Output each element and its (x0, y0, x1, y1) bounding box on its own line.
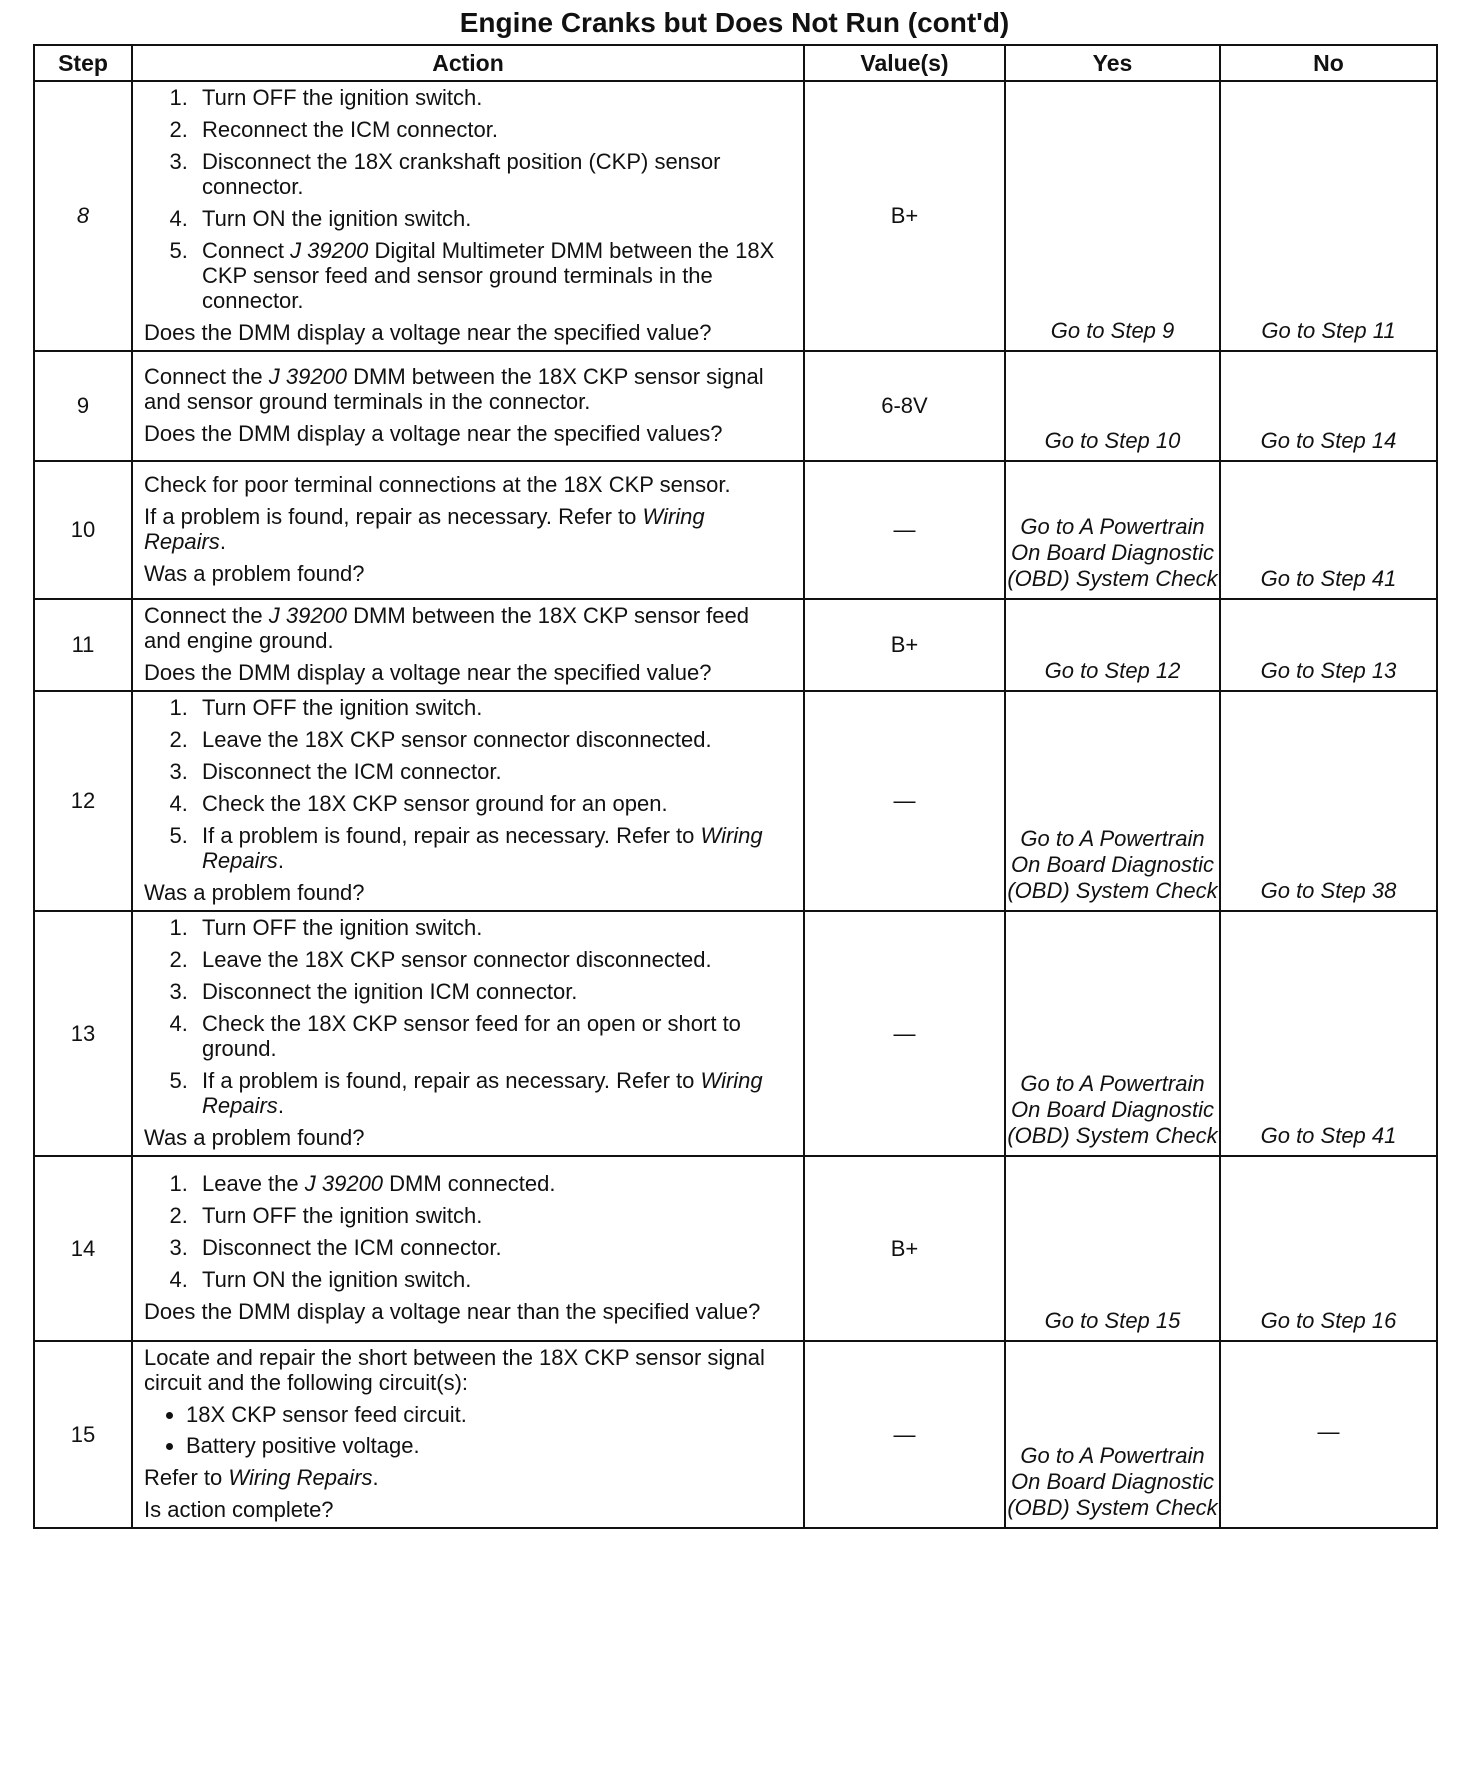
action-step: 5. If a problem is found, repair as necessary. Refer to Wiring Repairs. (194, 1068, 791, 1118)
action-step: 2. Reconnect the ICM connector. (194, 117, 791, 142)
action-step: 1. Turn OFF the ignition switch. (194, 915, 791, 940)
value-cell: — (804, 461, 1005, 599)
action-steps (144, 1171, 791, 1292)
table-row (34, 691, 1437, 911)
action-question: Does the DMM display a voltage near the specified values? (144, 421, 723, 446)
value-cell: — (804, 691, 1005, 911)
table-row (34, 1156, 1437, 1341)
table-row (34, 911, 1437, 1156)
action-step: 3. Disconnect the 18X crankshaft position (CKP) sensor connector. (194, 149, 791, 199)
value-cell: B+ (804, 81, 1005, 351)
value-cell: — (804, 1341, 1005, 1528)
step-number: 13 (34, 911, 132, 1156)
value-cell: B+ (804, 1156, 1005, 1341)
action-cell (132, 351, 804, 461)
action-question: Does the DMM display a voltage near than the specified value? (144, 1299, 761, 1324)
action-cell (132, 599, 804, 691)
yes-cell: Go to A Powertrain On Board Diagnostic (OBD) System Check (1005, 461, 1220, 599)
yes-cell: Go to A Powertrain On Board Diagnostic (OBD) System Check (1005, 1341, 1220, 1528)
action-question: Does the DMM display a voltage near the specified value? (144, 660, 712, 685)
yes-header: Yes (1005, 45, 1220, 81)
action-steps (144, 695, 791, 873)
value-cell: 6-8V (804, 351, 1005, 461)
yes-cell: Go to A Powertrain On Board Diagnostic (OBD) System Check (1005, 691, 1220, 911)
no-cell: Go to Step 41 (1220, 461, 1437, 599)
no-cell: Go to Step 11 (1220, 81, 1437, 351)
no-cell: Go to Step 13 (1220, 599, 1437, 691)
yes-cell: Go to Step 10 (1005, 351, 1220, 461)
step-number: 15 (34, 1341, 132, 1528)
action-step: 4. Turn ON the ignition switch. (194, 1267, 791, 1292)
action-step: 1. Turn OFF the ignition switch. (194, 85, 791, 110)
no-cell: Go to Step 41 (1220, 911, 1437, 1156)
yes-cell: Go to Step 9 (1005, 81, 1220, 351)
action-question: Does the DMM display a voltage near the specified value? (144, 320, 712, 345)
table-row (34, 461, 1437, 599)
action-bullet: • Battery positive voltage. (186, 1433, 791, 1458)
step-number: 8 (34, 81, 132, 351)
header-row (34, 45, 1437, 81)
step-number: 12 (34, 691, 132, 911)
action-cell (132, 691, 804, 911)
action-note: Refer to Wiring Repairs. (144, 1465, 379, 1490)
values-header: Value(s) (804, 45, 1005, 81)
step-number: 14 (34, 1156, 132, 1341)
action-cell (132, 1341, 804, 1528)
no-header: No (1220, 45, 1437, 81)
action-step: 4. Check the 18X CKP sensor ground for an open. (194, 791, 791, 816)
table-row (34, 599, 1437, 691)
yes-cell: Go to A Powertrain On Board Diagnostic (OBD) System Check (1005, 911, 1220, 1156)
no-cell: Go to Step 38 (1220, 691, 1437, 911)
action-header: Action (132, 45, 804, 81)
action-cell (132, 911, 804, 1156)
action-step: 1. Leave the J 39200 DMM connected. (194, 1171, 791, 1196)
table-row (34, 81, 1437, 351)
action-steps (144, 85, 791, 313)
page-title: Engine Cranks but Does Not Run (cont'd) (459, 7, 1010, 38)
step-number: 9 (34, 351, 132, 461)
table-row (34, 1341, 1437, 1528)
action-step: 4. Turn ON the ignition switch. (194, 206, 791, 231)
action-step: 2. Turn OFF the ignition switch. (194, 1203, 791, 1228)
action-step: 2. Leave the 18X CKP sensor connector disconnected. (194, 947, 791, 972)
diagnostic-table (33, 44, 1438, 1529)
action-intro: Connect the J 39200 DMM between the 18X CKP sensor signal and sensor ground terminals in the connector. (144, 364, 764, 414)
action-note: If a problem is found, repair as necessary. Refer to Wiring Repairs. (144, 504, 705, 554)
step-number: 11 (34, 599, 132, 691)
action-question: Was a problem found? (144, 561, 365, 586)
step-header: Step (34, 45, 132, 81)
action-question: Is action complete? (144, 1497, 334, 1522)
step-number: 10 (34, 461, 132, 599)
no-cell: — (1220, 1341, 1437, 1528)
action-step: 5. Connect J 39200 Digital Multimeter DMM between the 18X CKP sensor feed and sensor ground terminals in the connector. (194, 238, 791, 313)
no-cell: Go to Step 16 (1220, 1156, 1437, 1341)
action-step: 3. Disconnect the ignition ICM connector. (194, 979, 791, 1004)
action-step: 2. Leave the 18X CKP sensor connector disconnected. (194, 727, 791, 752)
action-cell (132, 81, 804, 351)
action-question: Was a problem found? (144, 880, 365, 905)
action-bullet: • 18X CKP sensor feed circuit. (186, 1402, 791, 1427)
action-intro: Locate and repair the short between the 18X CKP sensor signal circuit and the following circuit(s): (144, 1345, 765, 1395)
value-cell: B+ (804, 599, 1005, 691)
table-row (34, 351, 1437, 461)
action-step: 3. Disconnect the ICM connector. (194, 1235, 791, 1260)
action-step: 4. Check the 18X CKP sensor feed for an open or short to ground. (194, 1011, 791, 1061)
action-step: 1. Turn OFF the ignition switch. (194, 695, 791, 720)
action-cell (132, 461, 804, 599)
action-intro: Check for poor terminal connections at the 18X CKP sensor. (144, 472, 731, 497)
no-cell: Go to Step 14 (1220, 351, 1437, 461)
yes-cell: Go to Step 12 (1005, 599, 1220, 691)
action-step: 5. If a problem is found, repair as necessary. Refer to Wiring Repairs. (194, 823, 791, 873)
action-question: Was a problem found? (144, 1125, 365, 1150)
action-step: 3. Disconnect the ICM connector. (194, 759, 791, 784)
action-steps (144, 915, 791, 1118)
value-cell: — (804, 911, 1005, 1156)
action-bullets (144, 1402, 791, 1458)
yes-cell: Go to Step 15 (1005, 1156, 1220, 1341)
action-cell (132, 1156, 804, 1341)
action-intro: Connect the J 39200 DMM between the 18X CKP sensor feed and engine ground. (144, 603, 749, 653)
